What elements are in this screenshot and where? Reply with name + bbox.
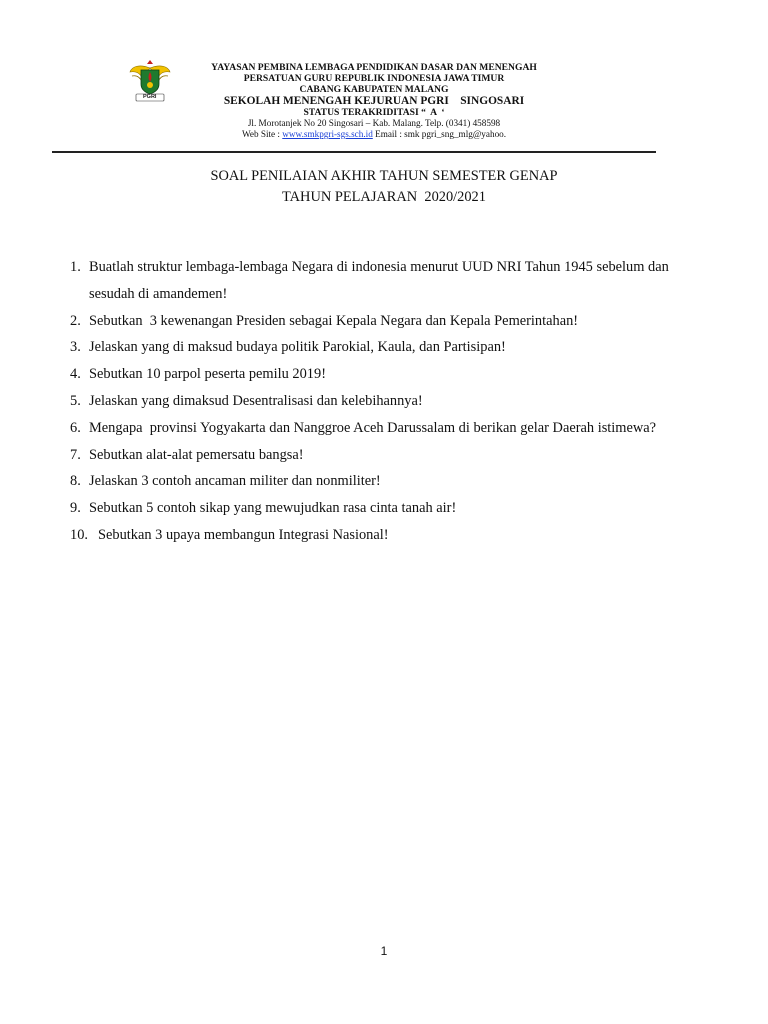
foundation-name: YAYASAN PEMBINA LEMBAGA PENDIDIKAN DASAR DAN MENENGAH xyxy=(211,62,537,73)
question-number: 5. xyxy=(70,392,81,409)
question-text: Sebutkan alat-alat pemersatu bangsa! xyxy=(89,446,304,463)
exam-title-line-2: TAHUN PELAJARAN 2020/2021 xyxy=(282,189,486,205)
letterhead-text xyxy=(168,62,580,140)
question-item xyxy=(70,442,710,469)
question-text: Jelaskan yang di maksud budaya politik Parokial, Kaula, dan Partisipan! xyxy=(89,339,506,356)
email-text: Email : smk pgri_sng_mlg@yahoo. xyxy=(372,129,507,139)
question-item xyxy=(70,522,710,549)
exam-title-line-1: SOAL PENILAIAN AKHIR TAHUN SEMESTER GENAP xyxy=(210,168,558,184)
letterhead-divider xyxy=(52,151,656,153)
question-text: Sebutkan 3 upaya membangun Integrasi Nasional! xyxy=(98,526,389,543)
question-item xyxy=(70,495,710,522)
association-name: PERSATUAN GURU REPUBLIK INDONESIA JAWA TIMUR xyxy=(243,73,505,84)
question-text: Sebutkan 5 contoh sikap yang mewujudkan rasa cinta tanah air! xyxy=(89,500,457,517)
website-label: Web Site : xyxy=(241,129,283,139)
question-item xyxy=(70,388,710,415)
question-number: 4. xyxy=(70,366,81,383)
letterhead xyxy=(52,58,656,154)
question-item xyxy=(70,468,710,495)
question-text: Mengapa provinsi Yogyakarta dan Nanggroe Aceh Darussalam di berikan gelar Daerah istimewa? xyxy=(89,419,657,436)
question-number: 1. xyxy=(70,259,81,275)
question-list xyxy=(70,254,710,549)
exam-title xyxy=(0,166,768,208)
page-number: 1 xyxy=(380,944,388,958)
question-number: 6. xyxy=(70,419,81,436)
question-item xyxy=(70,308,710,335)
question-item xyxy=(70,334,710,361)
question-item xyxy=(70,415,710,442)
question-number: 10. xyxy=(70,526,88,543)
pgri-logo xyxy=(128,58,172,104)
question-text: Jelaskan 3 contoh ancaman militer dan nonmiliter! xyxy=(89,473,381,490)
branch-name: CABANG KABUPATEN MALANG xyxy=(299,84,449,95)
question-number: 7. xyxy=(70,446,81,463)
question-number: 8. xyxy=(70,473,81,490)
school-address: Jl. Morotanjek No 20 Singosari – Kab. Malang. Telp. (0341) 458598 xyxy=(247,118,501,128)
logo-text: PGRI xyxy=(143,94,157,100)
question-text: Sebutkan 10 parpol peserta pemilu 2019! xyxy=(89,366,326,383)
accreditation-status: STATUS TERAKRIDITASI “ A ‘ xyxy=(303,107,445,118)
question-number: 2. xyxy=(70,312,81,329)
question-item xyxy=(70,361,710,388)
contact-line xyxy=(168,129,580,140)
question-text: Buatlah struktur lembaga-lembaga Negara di indonesia menurut UUD NRI Tahun 1945 sebelum dan sesudah di amandemen! xyxy=(89,259,669,302)
question-item xyxy=(70,254,710,308)
question-number: 9. xyxy=(70,500,81,517)
website-link[interactable]: www.smkpgri-sgs.sch.id xyxy=(282,129,373,139)
question-text: Jelaskan yang dimaksud Desentralisasi dan kelebihannya! xyxy=(89,392,423,409)
school-name: SEKOLAH MENENGAH KEJURUAN PGRI SINGOSARI xyxy=(223,95,525,107)
question-text: Sebutkan 3 kewenangan Presiden sebagai Kepala Negara dan Kepala Pemerintahan! xyxy=(89,312,579,329)
question-number: 3. xyxy=(70,339,81,356)
